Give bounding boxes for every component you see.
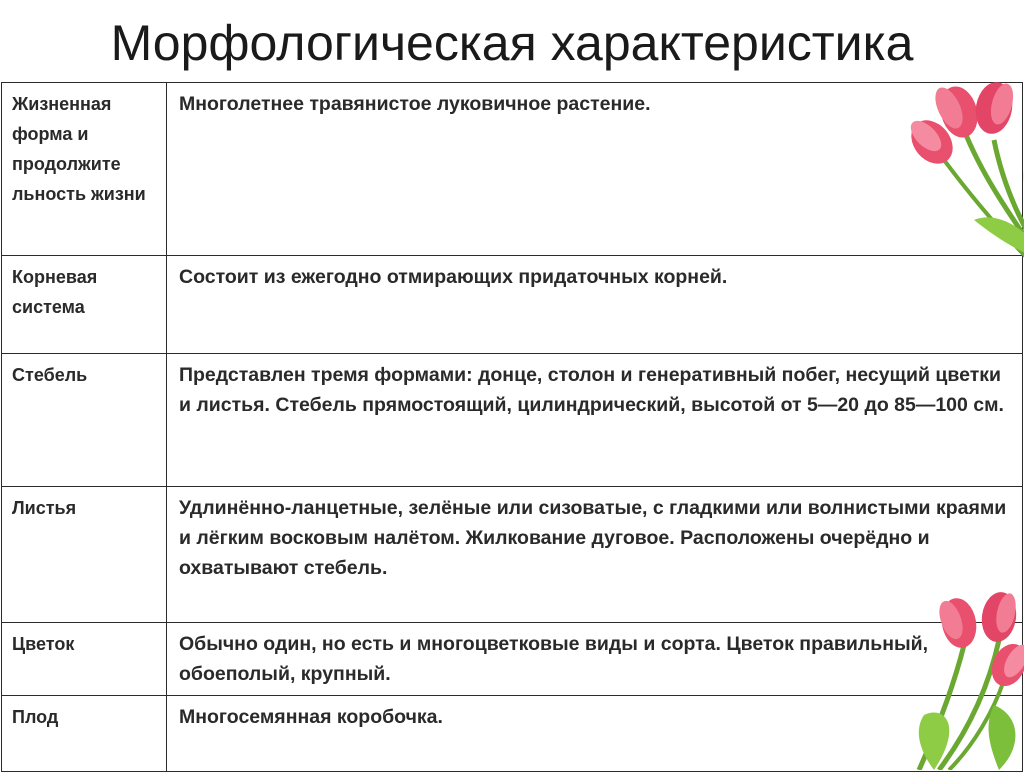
table-row [2, 256, 1023, 354]
row-label-leaves: Листья [2, 487, 167, 623]
row-label-fruit: Плод [2, 696, 167, 772]
row-label-flower: Цветок [2, 623, 167, 696]
row-label-root-system: Корневая система [2, 256, 167, 354]
table-row [2, 487, 1023, 623]
row-value-fruit: Многосемянная коробочка. [167, 696, 1023, 772]
page-title: Морфологическая характеристика [110, 15, 914, 71]
row-label-life-form: Жизненная форма и продолжите льность жизни [2, 83, 167, 256]
row-value-leaves: Удлинённо-ланцетные, зелёные или сизоватые, с гладкими или волнистыми краями и лёгким восковым налётом. Жилкование дуговое. Расположены очерёдно и охватывают стебель. [167, 487, 1023, 623]
row-value-stem: Представлен тремя формами: донце, столон и генеративный побег, несущий цветки и листья. Стебель прямостоящий, цилиндрический, высотой от 5—20 до 85—100 см. [167, 354, 1023, 487]
row-value-life-form: Многолетнее травянистое луковичное растение. [167, 83, 1023, 256]
row-label-stem: Стебель [2, 354, 167, 487]
table-row [2, 354, 1023, 487]
row-value-root-system: Состоит из ежегодно отмирающих придаточных корней. [167, 256, 1023, 354]
row-value-flower: Обычно один, но есть и многоцветковые виды и сорта. Цветок правильный, обоеполый, крупный. [167, 623, 1023, 696]
table-row [2, 696, 1023, 772]
morphology-table [1, 82, 1023, 772]
table-row [2, 623, 1023, 696]
table-row [2, 83, 1023, 256]
